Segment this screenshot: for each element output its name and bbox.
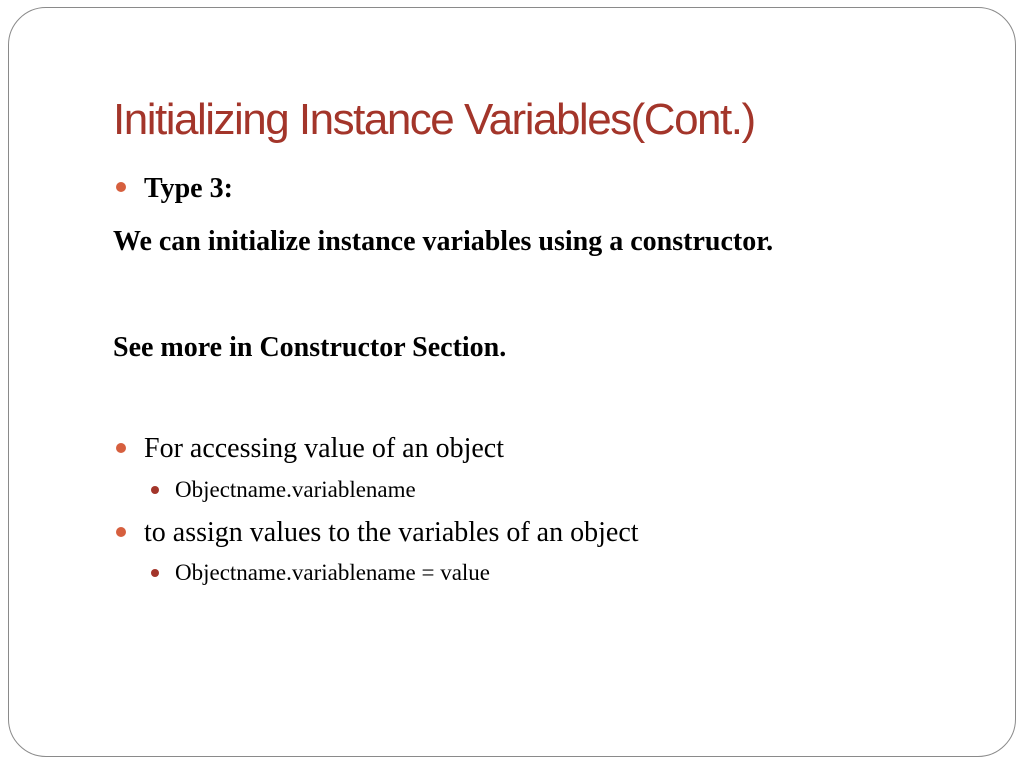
sub-bullet-access-syntax: Objectname.variablename bbox=[175, 477, 416, 502]
bullet-icon bbox=[116, 182, 126, 192]
bullet-icon bbox=[116, 443, 126, 453]
bullet-icon bbox=[116, 527, 126, 537]
paragraph-see-more: See more in Constructor Section. bbox=[113, 332, 507, 363]
sub-bullet-assign-syntax: Objectname.variablename = value bbox=[175, 560, 491, 585]
sub-bullet-icon bbox=[151, 569, 159, 577]
slide-title: Initializing Instance Variables(Cont.) bbox=[113, 95, 755, 144]
bullet-assign-values: to assign values to the variables of an object bbox=[144, 517, 639, 548]
paragraph-constructor: We can initialize instance variables using a constructor. bbox=[113, 226, 774, 257]
bullet-type-3: Type 3: bbox=[144, 173, 233, 204]
sub-bullet-icon bbox=[151, 486, 159, 494]
bullet-accessing-value: For accessing value of an object bbox=[144, 433, 504, 464]
